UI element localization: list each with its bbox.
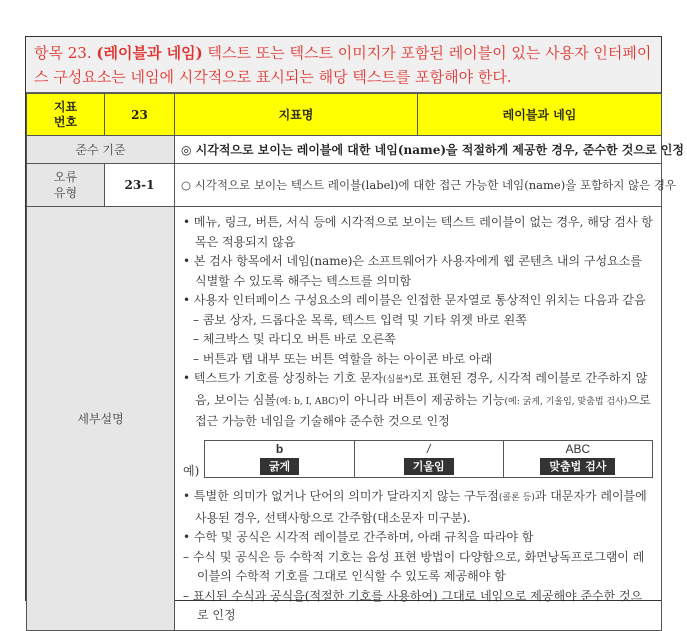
- name-value: 레이블과 네임: [418, 94, 662, 136]
- bold-button[interactable]: 굵게: [260, 458, 299, 475]
- detail-text: • 텍스트가 기호를 상징하는 기호 문자: [183, 371, 384, 385]
- item-heading: [26, 37, 661, 93]
- example-table: [204, 440, 653, 478]
- detail-text: 로 표현된 경우, 시각적 레이블로 간주하지 않음, 보이는 심볼: [195, 371, 648, 407]
- detail-bullet: [183, 369, 653, 432]
- document-frame: [25, 36, 684, 622]
- detail-text: 과 대문자가 레이블에 사용된 경우, 선택사항으로 간주함(대소문자 미구분).: [195, 489, 647, 525]
- criteria-value: ◎ 시각적으로 보이는 레이블에 대한 네임(name)을 적절하게 제공한 경우, 준수한 것으로 인정: [175, 136, 662, 164]
- detail-sub-item: – 콤보 상자, 드롭다운 목록, 텍스트 입력 및 기타 위젯 바로 왼쪽: [193, 312, 527, 327]
- error-description: ○ 시각적으로 보이는 텍스트 레이블(label)에 대한 접근 가능한 네임(name)을 포함하지 않은 경우: [175, 164, 662, 207]
- detail-sub-item: – 표시된 수식과 공식을(적절한 기호를 사용하여) 그대로 네임으로 제공해야 준수한 것으로 인정: [183, 588, 643, 622]
- italic-symbol: /: [427, 442, 431, 456]
- example-label: 예): [183, 463, 200, 478]
- detail-sub-item: – 수식 및 공식은 등 수학적 기호는 음성 표현 방법이 다양함으로, 화면낭독프로그램이 레이블의 수학적 기호를 그대로 인식할 수 있도록 제공해야 함: [183, 549, 645, 583]
- bold-symbol: b: [275, 442, 284, 456]
- detail-sub-item: – 체크박스 및 라디오 버튼 바로 오른쪽: [193, 332, 396, 346]
- detail-bullet: • 메뉴, 링크, 버튼, 서식 등에 시각적으로 보이는 텍스트 레이블이 없는 경우, 해당 검사 항목은 적용되지 않음: [183, 215, 653, 249]
- example-cell: [354, 441, 503, 478]
- error-code: 23-1: [105, 164, 175, 207]
- index-value: 23: [105, 94, 175, 136]
- heading-bold-title: (레이블과 네임): [96, 44, 203, 62]
- detail-label: 세부설명: [27, 207, 175, 631]
- index-label: 지표 번호: [27, 94, 105, 136]
- detail-small-text: (예: 굵게, 기울임, 맞춤법 검사): [504, 396, 628, 407]
- table-row: [27, 164, 662, 207]
- spellcheck-symbol: ABC: [565, 442, 591, 456]
- spellcheck-button[interactable]: 맞춤법 검사: [540, 458, 615, 475]
- italic-button[interactable]: 기울임: [404, 458, 454, 475]
- heading-body: 텍스트 또는 텍스트 이미지가 포함된 레이블이 있는 사용자 인터페이스 구성요소는 네임에 시각적으로 표시되는 해당 텍스트를 포함해야 한다.: [34, 44, 652, 86]
- table-row: [27, 94, 662, 136]
- table-row: [27, 207, 662, 631]
- table-row: [27, 136, 662, 164]
- example-cell: [503, 441, 652, 478]
- example-cell: [205, 441, 354, 478]
- detail-bullet: [183, 487, 653, 528]
- heading-prefix: 항목 23.: [34, 44, 97, 62]
- detail-text: 으로 접근 가능한 네임을 기술해야 준수한 것으로 인정: [195, 392, 651, 428]
- example-row: [183, 438, 653, 482]
- detail-text: • 특별한 의미가 없거나 단어의 의미가 달라지지 않는 구두점: [183, 489, 499, 503]
- detail-sub-item: – 버튼과 탭 내부 또는 버튼 역할을 하는 아이콘 바로 아래: [193, 351, 493, 366]
- detail-text: 이 아니라 버튼이 제공하는 기능: [338, 392, 505, 407]
- indicator-table: [26, 93, 684, 631]
- detail-content: [175, 207, 662, 631]
- error-type-label: 오류 유형: [27, 164, 105, 207]
- detail-small-text: (심볼*): [383, 375, 412, 385]
- name-label: 지표명: [175, 94, 418, 136]
- detail-bullet: • 수학 및 공식은 시각적 레이블로 간주하며, 아래 규칙을 따라야 함: [183, 530, 534, 544]
- detail-small-text: (콜론 등): [498, 493, 535, 503]
- criteria-label: 준수 기준: [27, 136, 175, 164]
- detail-bullet: • 사용자 인터페이스 구성요소의 레이블은 인접한 문자열로 통상적인 위치는 다음과 같음: [183, 293, 646, 307]
- detail-small-text: (예: b, I, ABC): [276, 396, 339, 407]
- detail-bullet: • 본 검사 항목에서 네임(name)은 소프트웨어가 사용자에게 웹 콘텐츠 내의 구성요소를 식별할 수 있도록 해주는 텍스트를 의미함: [183, 254, 642, 288]
